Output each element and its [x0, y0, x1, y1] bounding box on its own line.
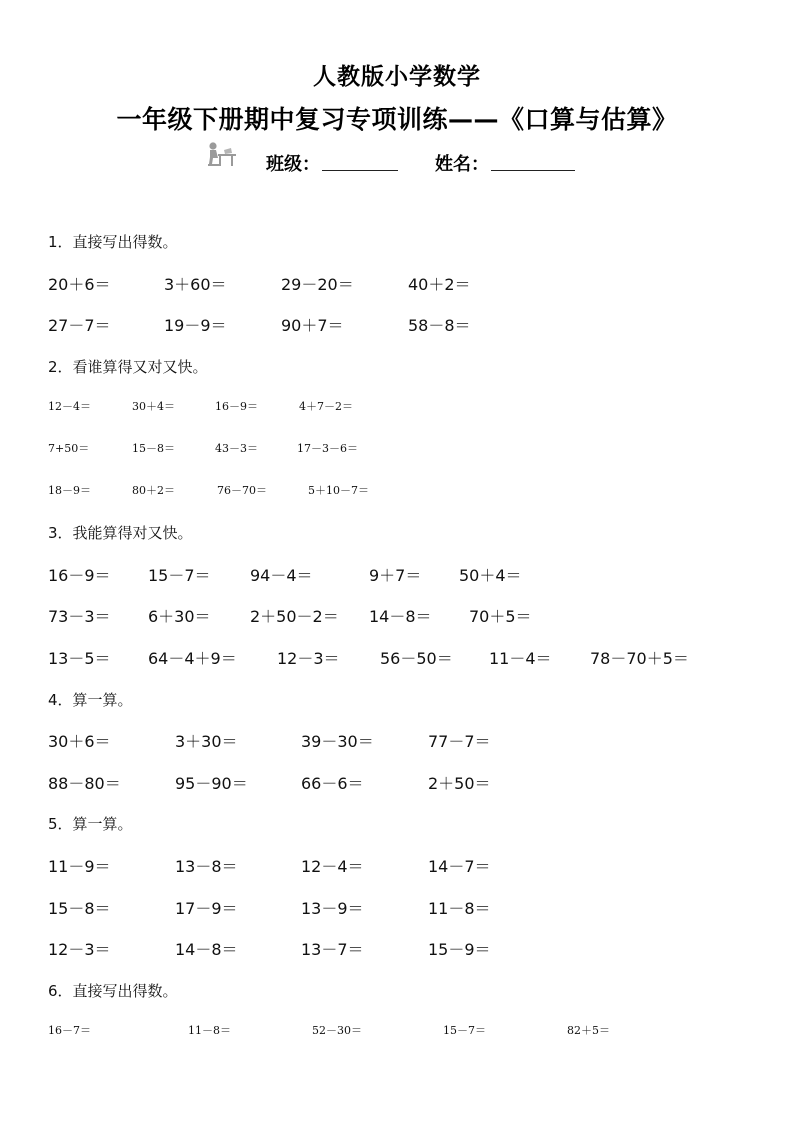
problem: 73－3＝ — [48, 607, 111, 626]
section-2-heading: 2．看谁算得又对又快。 — [48, 358, 208, 376]
section-4-row — [0, 729, 794, 751]
problem: 18－9＝ — [48, 484, 91, 497]
problem: 12－4＝ — [48, 400, 91, 413]
name-field[interactable] — [491, 170, 575, 171]
problem: 17－9＝ — [175, 899, 238, 918]
problem: 12－4＝ — [301, 857, 364, 876]
section-2-row — [0, 482, 794, 504]
problem: 16－7＝ — [48, 1024, 91, 1037]
section-3-heading: 3．我能算得对又快。 — [48, 524, 193, 542]
worksheet-subtitle: 一年级下册期中复习专项训练——《口算与估算》 — [116, 105, 678, 134]
problem: 30＋4＝ — [132, 400, 175, 413]
problem: 9＋7＝ — [369, 566, 422, 585]
problem: 78－70＋5＝ — [590, 649, 689, 668]
problem: 82＋5＝ — [567, 1024, 610, 1037]
name-label: 姓名： — [435, 154, 489, 175]
problem: 12－3＝ — [48, 940, 111, 959]
problem: 29－20＝ — [281, 275, 354, 294]
section-3-row — [0, 646, 794, 668]
problem: 15－9＝ — [428, 940, 491, 959]
problem: 66－6＝ — [301, 774, 364, 793]
problem: 12－3＝ — [277, 649, 340, 668]
problem: 88－80＝ — [48, 774, 121, 793]
problem: 95－90＝ — [175, 774, 248, 793]
section-4-heading: 4．算一算。 — [48, 691, 133, 709]
problem: 76－70＝ — [217, 484, 267, 497]
section-1-heading: 1．直接写出得数。 — [48, 233, 178, 251]
problem: 2＋50－2＝ — [250, 607, 339, 626]
problem: 14－8＝ — [175, 940, 238, 959]
problem: 16－9＝ — [48, 566, 111, 585]
problem: 56－50＝ — [380, 649, 453, 668]
problem: 17－3－6＝ — [297, 442, 358, 455]
problem: 70＋5＝ — [469, 607, 532, 626]
section-5-row — [0, 937, 794, 959]
problem: 77－7＝ — [428, 732, 491, 751]
problem: 94－4＝ — [250, 566, 313, 585]
section-4-row — [0, 771, 794, 793]
problem: 13－5＝ — [48, 649, 111, 668]
section-1-row — [0, 272, 794, 294]
problem: 15－8＝ — [48, 899, 111, 918]
problem: 64－4＋9＝ — [148, 649, 237, 668]
section-6-row — [0, 1022, 794, 1044]
problem: 20＋6＝ — [48, 275, 111, 294]
problem: 30＋6＝ — [48, 732, 111, 751]
problem: 11－4＝ — [489, 649, 552, 668]
problem: 50＋4＝ — [459, 566, 522, 585]
problem: 4＋7－2＝ — [299, 400, 353, 413]
section-3-row — [0, 604, 794, 626]
problem: 90＋7＝ — [281, 316, 344, 335]
problem: 15－7＝ — [443, 1024, 486, 1037]
problem: 58－8＝ — [408, 316, 471, 335]
student-desk-icon — [204, 140, 240, 168]
problem: 13－8＝ — [175, 857, 238, 876]
problem: 15－8＝ — [132, 442, 175, 455]
problem: 13－9＝ — [301, 899, 364, 918]
section-3-row — [0, 563, 794, 585]
section-5-heading: 5．算一算。 — [48, 815, 133, 833]
section-6-heading: 6．直接写出得数。 — [48, 982, 178, 1000]
section-5-row — [0, 854, 794, 876]
problem: 7+50＝ — [48, 442, 90, 455]
class-field[interactable] — [322, 170, 398, 171]
problem: 43－3＝ — [215, 442, 258, 455]
section-1-row — [0, 313, 794, 335]
problem: 3＋30＝ — [175, 732, 238, 751]
problem: 80＋2＝ — [132, 484, 175, 497]
worksheet-title: 人教版小学数学 — [313, 64, 481, 90]
section-2-row — [0, 440, 794, 462]
section-2-row — [0, 398, 794, 420]
problem: 14－7＝ — [428, 857, 491, 876]
problem: 14－8＝ — [369, 607, 432, 626]
problem: 16－9＝ — [215, 400, 258, 413]
problem: 6＋30＝ — [148, 607, 211, 626]
problem: 3＋60＝ — [164, 275, 227, 294]
problem: 13－7＝ — [301, 940, 364, 959]
problem: 52－30＝ — [312, 1024, 362, 1037]
problem: 39－30＝ — [301, 732, 374, 751]
problem: 40＋2＝ — [408, 275, 471, 294]
problem: 11－8＝ — [188, 1024, 231, 1037]
problem: 5＋10－7＝ — [308, 484, 369, 497]
problem: 11－8＝ — [428, 899, 491, 918]
problem: 15－7＝ — [148, 566, 211, 585]
problem: 27－7＝ — [48, 316, 111, 335]
problem: 11－9＝ — [48, 857, 111, 876]
section-5-row — [0, 896, 794, 918]
problem: 2＋50＝ — [428, 774, 491, 793]
class-label: 班级： — [266, 154, 320, 175]
problem: 19－9＝ — [164, 316, 227, 335]
